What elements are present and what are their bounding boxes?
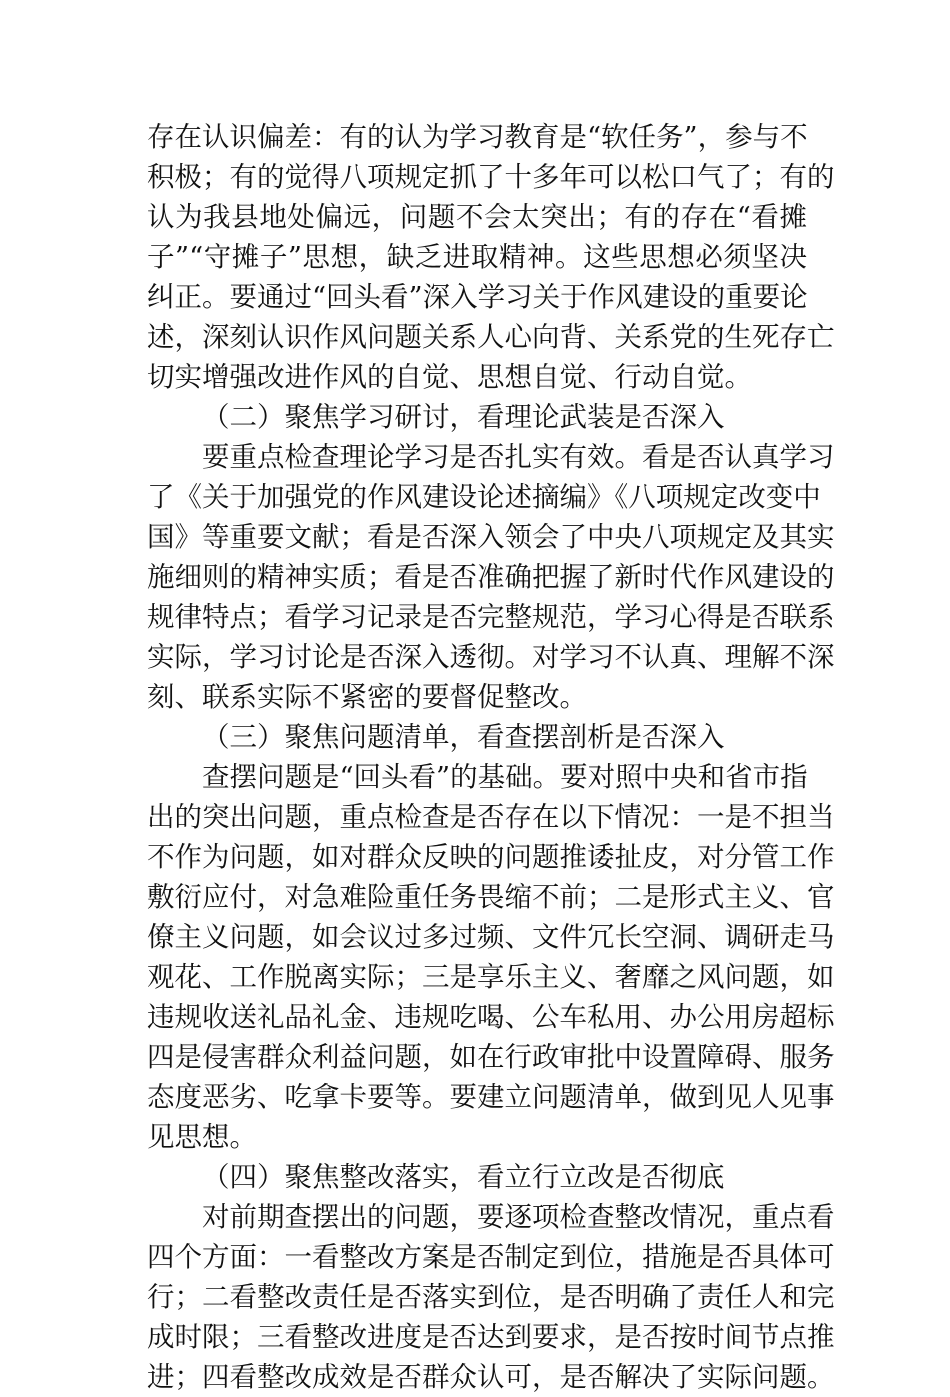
paragraph-line: 积极；有的觉得八项规定抓了十多年可以松口气了；有的 [147,161,835,193]
paragraph-line: 国》等重要文献；看是否深入领会了中央八项规定及其实 [147,521,835,553]
paragraph-line: 敷衍应付，对急难险重任务畏缩不前；二是形式主义、官 [147,881,835,913]
paragraph-line: 实际，学习讨论是否深入透彻。对学习不认真、理解不深 [147,641,835,673]
paragraph-line: 纠正。要通过“回头看”深入学习关于作风建设的重要论 [147,281,808,313]
paragraph-line: 存在认识偏差：有的认为学习教育是“软任务”，参与不 [147,121,808,153]
paragraph-line: 成时限；三看整改进度是否达到要求，是否按时间节点推 [147,1321,835,1353]
paragraph-line: 四是侵害群众利益问题，如在行政审批中设置障碍、服务 [147,1041,835,1073]
paragraph-line: 进；四看整改成效是否群众认可，是否解决了实际问题。 [147,1361,835,1393]
paragraph-line: 行；二看整改责任是否落实到位，是否明确了责任人和完 [147,1281,835,1313]
paragraph-line: 不作为问题，如对群众反映的问题推诿扯皮，对分管工作 [147,841,835,873]
paragraph-line: 切实增强改进作风的自觉、思想自觉、行动自觉。 [147,361,752,393]
paragraph-line: 了《关于加强党的作风建设论述摘编》《八项规定改变中 [147,481,821,513]
paragraph-line: 僚主义问题，如会议过多过频、文件冗长空洞、调研走马 [147,921,835,953]
paragraph-line: 违规收送礼品礼金、违规吃喝、公车私用、办公用房超标 [147,1001,835,1033]
section-heading-2: （二）聚焦学习研讨，看理论武装是否深入 [202,401,725,433]
paragraph-line: 认为我县地处偏远，问题不会太突出；有的存在“看摊 [147,201,807,233]
paragraph-line: 见思想。 [147,1121,257,1153]
paragraph-line: 子”“守摊子”思想，缺乏进取精神。这些思想必须坚决 [147,241,807,273]
paragraph-line: 述，深刻认识作风问题关系人心向背、关系党的生死存亡 [147,321,835,353]
paragraph-line: 查摆问题是“回头看”的基础。要对照中央和省市指 [202,761,808,793]
paragraph-line: 对前期查摆出的问题，要逐项检查整改情况，重点看 [202,1201,835,1233]
paragraph-line: 刻、联系实际不紧密的要督促整改。 [147,681,587,713]
section-heading-4: （四）聚焦整改落实，看立行立改是否彻底 [202,1161,725,1193]
paragraph-line: 态度恶劣、吃拿卡要等。要建立问题清单，做到见人见事 [147,1081,835,1113]
section-heading-3: （三）聚焦问题清单，看查摆剖析是否深入 [202,721,725,753]
paragraph-line: 规律特点；看学习记录是否完整规范，学习心得是否联系 [147,601,835,633]
document-body [147,117,835,1397]
paragraph-line: 观花、工作脱离实际；三是享乐主义、奢靡之风问题，如 [147,961,835,993]
paragraph-line: 要重点检查理论学习是否扎实有效。看是否认真学习 [202,441,835,473]
paragraph-line: 四个方面：一看整改方案是否制定到位，措施是否具体可 [147,1241,835,1273]
paragraph-line: 出的突出问题，重点检查是否存在以下情况：一是不担当 [147,801,835,833]
paragraph-line: 施细则的精神实质；看是否准确把握了新时代作风建设的 [147,561,835,593]
